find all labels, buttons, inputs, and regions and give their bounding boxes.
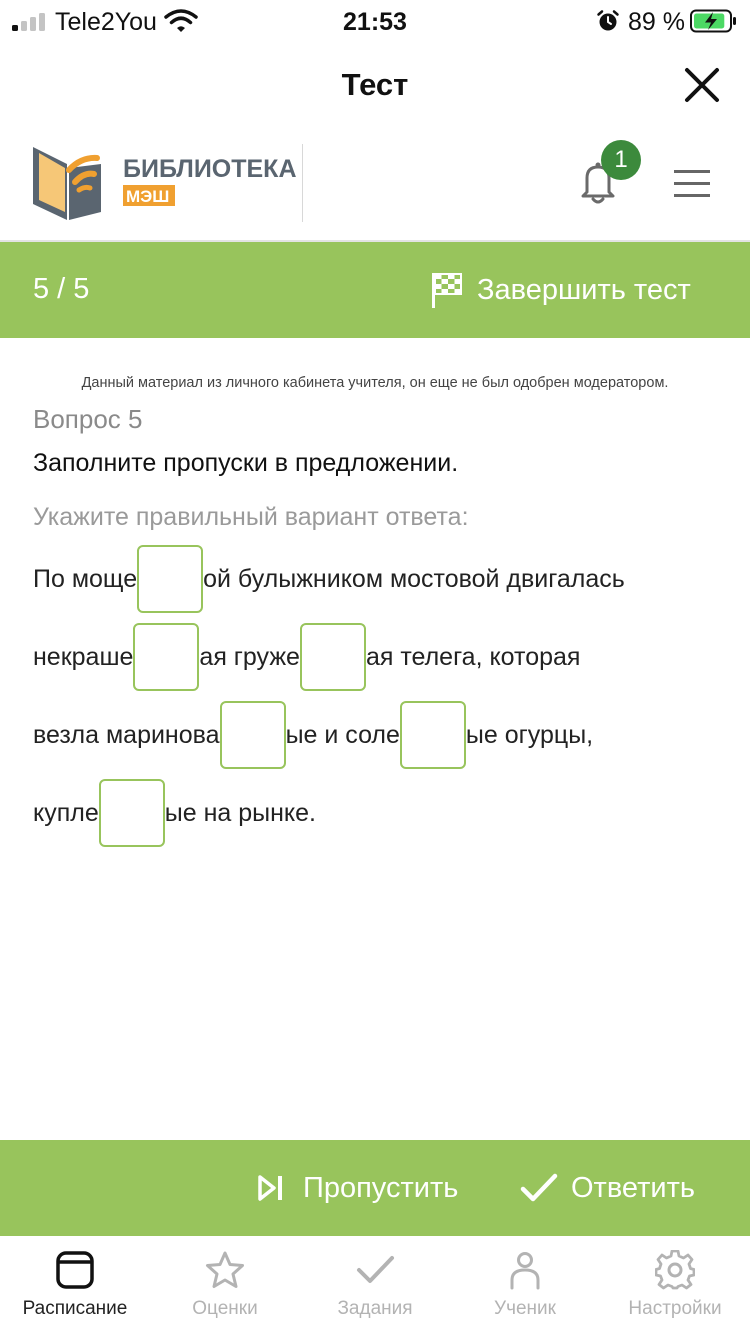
gap-input-1[interactable] [137,545,203,613]
answer-action-bar [0,1140,750,1236]
skip-icon [256,1173,286,1203]
logo-subtitle: МЭШ [126,187,170,206]
checkmark-icon [520,1172,558,1204]
sentence-line-4 [33,778,316,848]
battery-icon [690,9,738,33]
skip-button[interactable] [256,1168,458,1208]
person-icon [505,1250,545,1290]
tab-label: Оценки [192,1298,258,1319]
hamburger-menu-icon[interactable] [674,170,714,200]
tab-grades[interactable] [150,1236,300,1334]
sentence-fragment: купле [33,798,99,827]
tab-label: Расписание [22,1298,128,1319]
answer-button[interactable] [520,1168,695,1208]
clock: 21:53 [343,8,407,36]
tab-label: Ученик [494,1298,556,1319]
tab-student[interactable] [450,1236,600,1334]
question-progress: 5 / 5 [33,273,90,305]
notification-badge: 1 [601,140,641,180]
finish-test-button[interactable] [430,270,691,310]
sentence-fragment: ая груже [199,642,300,671]
gap-input-2[interactable] [133,623,199,691]
sentence-fragment: ые на рынке. [164,798,316,827]
sentence-fragment: некраше [33,642,134,671]
moderation-disclaimer: Данный материал из личного кабинета учителя, он еще не был одобрен модератором. [81,375,669,391]
answer-hint: Укажите правильный вариант ответа: [33,503,469,531]
gap-input-6[interactable] [99,779,165,847]
test-toolbar [0,242,750,338]
sentence-fragment: ая телега, которая [365,642,581,671]
page-title: Тест [341,67,409,102]
sentence-fragment: ой булыжником мостовой двигалась [203,564,625,593]
sentence-fragment: везла маринова [33,720,220,749]
library-logo[interactable] [30,142,305,224]
gap-input-4[interactable] [220,701,286,769]
gap-input-3[interactable] [300,623,366,691]
tab-label: Задания [337,1298,413,1319]
book-icon [33,147,101,220]
checkered-flag-icon [430,271,464,309]
tab-assignments[interactable] [300,1236,450,1334]
carrier-name: Tele2You [55,8,157,36]
logo-divider [302,144,303,222]
status-bar [0,0,750,44]
battery-percent: 89 % [628,8,685,36]
bottom-tab-bar [0,1236,750,1334]
sentence-fragment: ые и соле [285,720,400,749]
question-number: Вопрос 5 [33,404,143,434]
gap-input-5[interactable] [400,701,466,769]
alarm-icon [596,9,620,33]
sentence-fragment: ые огурцы, [465,720,594,749]
gear-icon [655,1250,695,1290]
sentence-line-2 [33,622,580,692]
skip-label: Пропустить [303,1171,459,1204]
calendar-icon [55,1250,95,1290]
sentence-line-1 [33,544,625,614]
question-text: Заполните пропуски в предложении. [33,449,459,477]
checkmark-icon [355,1250,395,1290]
sentence-fragment: По моще [33,564,138,593]
tab-schedule[interactable] [0,1236,150,1334]
close-icon[interactable] [682,65,722,105]
finish-test-label: Завершить тест [477,273,691,306]
tab-label: Настройки [628,1298,722,1319]
answer-label: Ответить [571,1171,695,1204]
star-icon [205,1250,245,1290]
logo-title: БИБЛИОТЕКА [123,155,297,183]
sentence-line-3 [33,700,593,770]
tab-settings[interactable] [600,1236,750,1334]
